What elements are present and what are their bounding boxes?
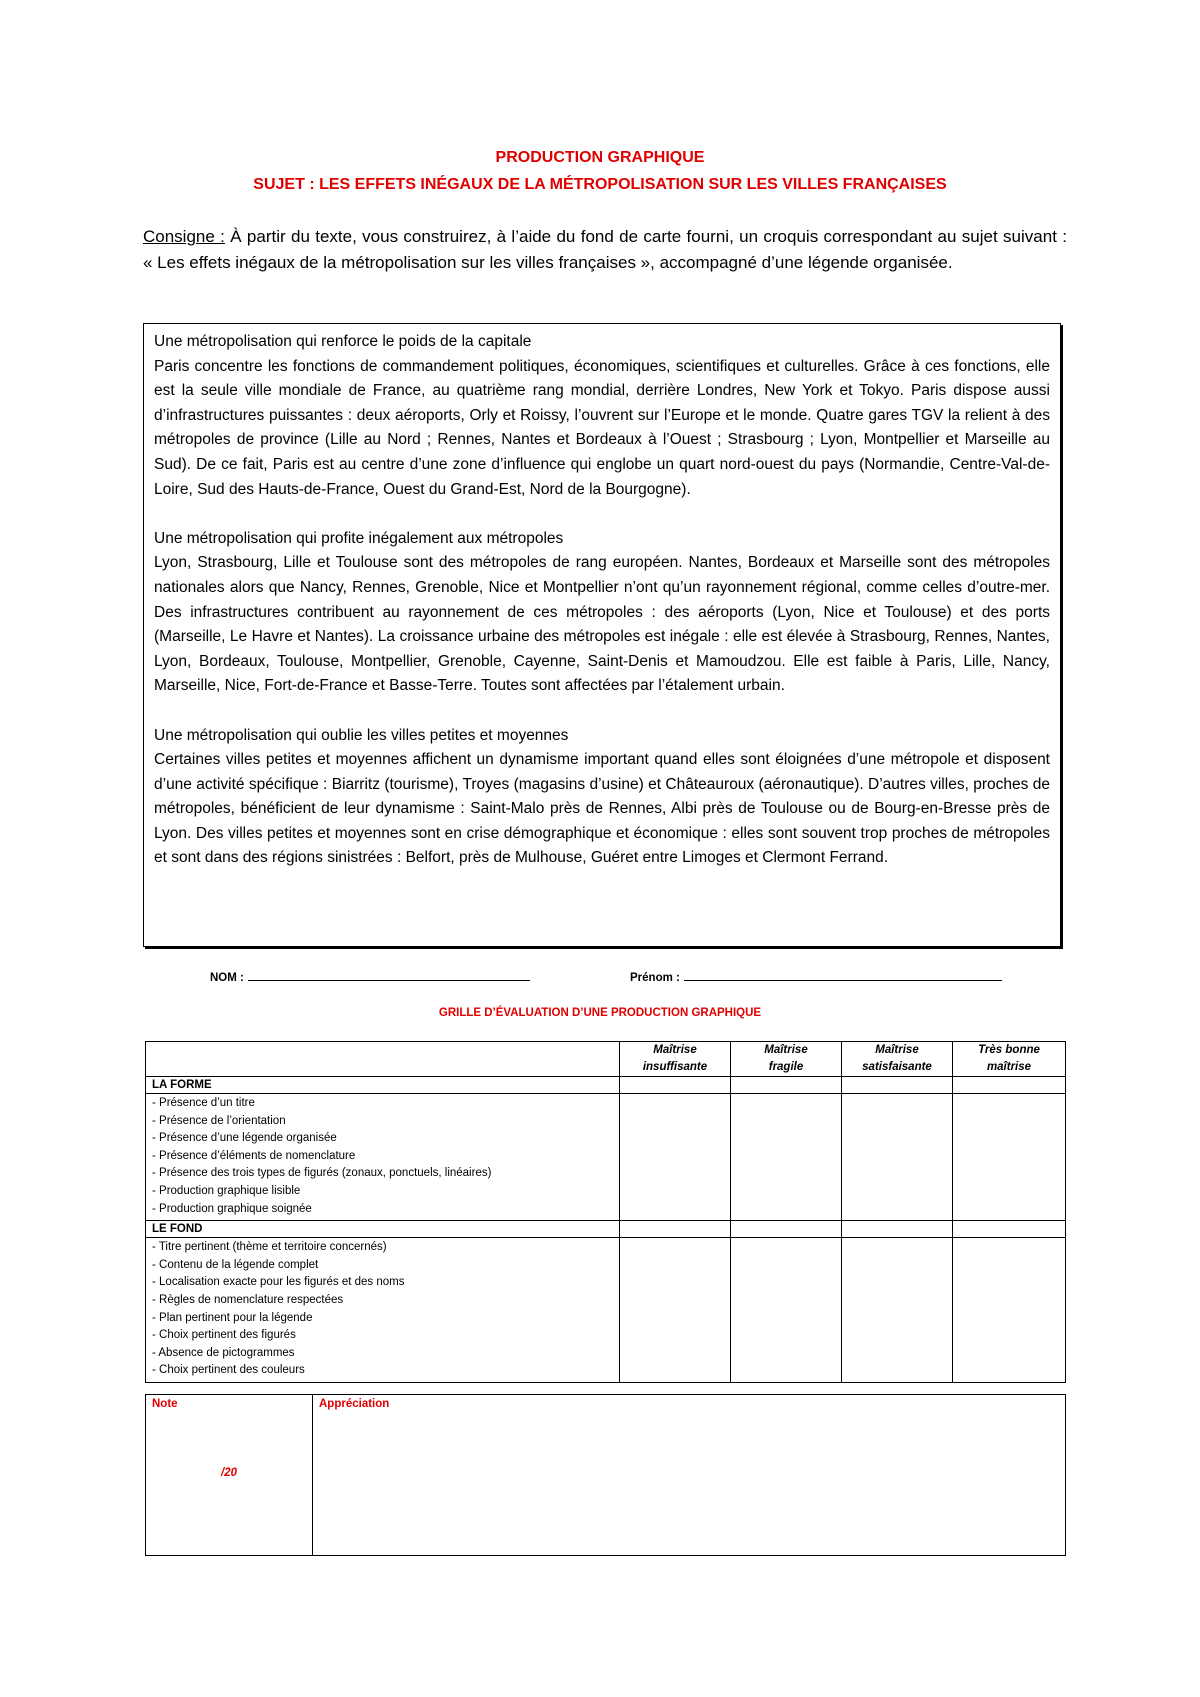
- evaluation-grid: [145, 1041, 1066, 1383]
- grid-header-empty: [146, 1042, 620, 1077]
- grid-title: GRILLE D’ÉVALUATION D’UNE PRODUCTION GRAPHIQUE: [438, 1007, 762, 1019]
- consigne-text: À partir du texte, vous construirez, à l’aide du fond de carte fourni, un croquis correspondant au sujet suivant : « Les effets inégaux de la métropolisation sur les villes françaises », accompagné d’une légende organisée.: [143, 227, 1067, 272]
- grid-category-forme: [146, 1077, 1066, 1094]
- note-label: Note: [152, 1398, 178, 1410]
- criterion-item: - Choix pertinent des couleurs: [152, 1364, 305, 1377]
- nom-label: NOM :: [210, 972, 244, 984]
- grade-cell-fond-fragile[interactable]: [731, 1238, 842, 1383]
- note-box: [145, 1394, 1066, 1556]
- criterion-item: - Absence de pictogrammes: [152, 1346, 295, 1359]
- section-spacer: [154, 699, 1050, 724]
- section-title-capitale: Une métropolisation qui renforce le poids de la capitale: [154, 333, 532, 350]
- criterion-item: - Production graphique soignée: [152, 1202, 312, 1215]
- grid-header-insuffisante: Maîtrise insuffisante: [620, 1042, 731, 1077]
- grid-criteria-forme-row: [146, 1094, 1066, 1221]
- grid-header-tres-bonne: Très bonne maîtrise: [953, 1042, 1066, 1077]
- criterion-item: - Contenu de la légende complet: [152, 1258, 319, 1271]
- note-score: /20: [221, 1467, 237, 1479]
- source-text-box: [143, 323, 1061, 947]
- nom-field[interactable]: [210, 972, 530, 984]
- criterion-item: - Présence d’éléments de nomenclature: [152, 1149, 356, 1162]
- section-body-capitale: Paris concentre les fonctions de commandement politiques, économiques, scientifiques et culturelles. Grâce à ces fonctions, elle est la seule ville mondiale de France, au quatrième rang mondial, derrière Londres, New York et Tokyo. Paris dispose aussi d’infrastructures puissantes : deux aéroports, Orly et Roissy, l’ouvrent sur l’Europe et le monde. Quatre gares TGV la relient à des métropoles de province (Lille au Nord ; Rennes, Nantes et Bordeaux à l’Ouest ; Strasbourg ; Lyon, Montpellier et Marseille au Sud). De ce fait, Paris est au centre d’une zone d’influence qui englobe un quart nord-ouest du pays (Normandie, Centre-Val-de-Loire, Sud des Hauts-de-France, Ouest du Grand-Est, Nord de la Bourgogne).: [154, 357, 1050, 498]
- grid-header-row: [146, 1042, 1066, 1077]
- prenom-field[interactable]: [630, 972, 1002, 984]
- appreciation-cell[interactable]: [313, 1395, 1066, 1556]
- grade-cell-fond-tres-bonne[interactable]: [953, 1238, 1066, 1383]
- criterion-item: - Présence de l’orientation: [152, 1114, 286, 1127]
- grid-header-satisfaisante: Maîtrise satisfaisante: [842, 1042, 953, 1077]
- grid-category-fond: [146, 1221, 1066, 1238]
- prenom-label: Prénom :: [630, 972, 680, 984]
- section-title-villes-petites: Une métropolisation qui oublie les villes petites et moyennes: [154, 726, 569, 744]
- appreciation-label: Appréciation: [319, 1398, 390, 1410]
- document-title: PRODUCTION GRAPHIQUE: [495, 149, 705, 166]
- section-spacer: [154, 502, 1050, 527]
- consigne-paragraph: [143, 224, 1067, 276]
- document-subject: SUJET : LES EFFETS INÉGAUX DE LA MÉTROPOLISATION SUR LES VILLES FRANÇAISES: [253, 176, 947, 193]
- section-body-villes-petites: Certaines villes petites et moyennes affichent un dynamisme important quand elles sont éloignées d’une métropole et disposent d’une activité spécifique : Biarritz (tourisme), Troyes (magasins d’usine) et Châteauroux (aéronautique). D’autres villes, proches de métropoles, bénéficient de leur dynamisme : Saint-Malo près de Rennes, Albi près de Toulouse ou de Bourg-en-Bresse près de Lyon. Des villes petites et moyennes sont en crise démographique et économique : elles sont souvent trop proches de métropoles et sont dans des régions sinistrées : Belfort, près de Mulhouse, Guéret entre Limoges et Clermont Ferrand.: [154, 751, 1050, 867]
- grade-cell-forme-tres-bonne[interactable]: [953, 1094, 1066, 1221]
- grade-cell-fond-insuffisante[interactable]: [620, 1238, 731, 1383]
- section-body-metropoles: Lyon, Strasbourg, Lille et Toulouse sont des métropoles de rang européen. Nantes, Bordeaux et Marseille sont des métropoles nationales alors que Nancy, Rennes, Grenoble, Nice et Montpellier n’ont qu’un rayonnement régional, comme celles d’outre-mer. Des infrastructures contribuent au rayonnement de ces métropoles : des aéroports (Lyon, Nice et Toulouse) et des ports (Marseille, Le Havre et Nantes). La croissance urbaine des métropoles est inégale : elle est élevée à Strasbourg, Rennes, Nantes, Lyon, Bordeaux, Toulouse, Montpellier, Grenoble, Cayenne, Saint-Denis et Mamoudzou. Elle est faible à Paris, Lille, Nancy, Marseille, Nice, Fort-de-France et Basse-Terre. Toutes sont affectées par l’étalement urbain.: [154, 554, 1050, 695]
- criterion-item: - Règles de nomenclature respectées: [152, 1293, 344, 1306]
- criteria-list-forme: [146, 1094, 620, 1221]
- note-cell[interactable]: [146, 1395, 313, 1556]
- criterion-item: - Choix pertinent des figurés: [152, 1329, 296, 1342]
- criterion-item: - Plan pertinent pour la légende: [152, 1311, 313, 1324]
- grid-criteria-fond-row: [146, 1238, 1066, 1383]
- criterion-item: - Présence des trois types de figurés (zonaux, ponctuels, linéaires): [152, 1167, 492, 1180]
- grade-cell-forme-satisfaisante[interactable]: [842, 1094, 953, 1221]
- criterion-item: - Localisation exacte pour les figurés et des noms: [152, 1276, 405, 1289]
- grade-cell-forme-fragile[interactable]: [731, 1094, 842, 1221]
- criterion-item: - Titre pertinent (thème et territoire concernés): [152, 1241, 387, 1254]
- criteria-list-fond: [146, 1238, 620, 1383]
- consigne-label: Consigne :: [143, 227, 225, 246]
- section-title-metropoles: Une métropolisation qui profite inégalement aux métropoles: [154, 529, 564, 547]
- criterion-item: - Présence d’une légende organisée: [152, 1132, 337, 1145]
- prenom-blank-line[interactable]: [684, 979, 1002, 981]
- category-label-fond: LE FOND: [146, 1221, 620, 1238]
- grade-cell-fond-satisfaisante[interactable]: [842, 1238, 953, 1383]
- nom-blank-line[interactable]: [248, 979, 530, 981]
- criterion-item: - Production graphique lisible: [152, 1184, 301, 1197]
- grid-header-fragile: Maîtrise fragile: [731, 1042, 842, 1077]
- category-label-forme: LA FORME: [146, 1077, 620, 1094]
- grade-cell-forme-insuffisante[interactable]: [620, 1094, 731, 1221]
- criterion-item: - Présence d’un titre: [152, 1097, 255, 1109]
